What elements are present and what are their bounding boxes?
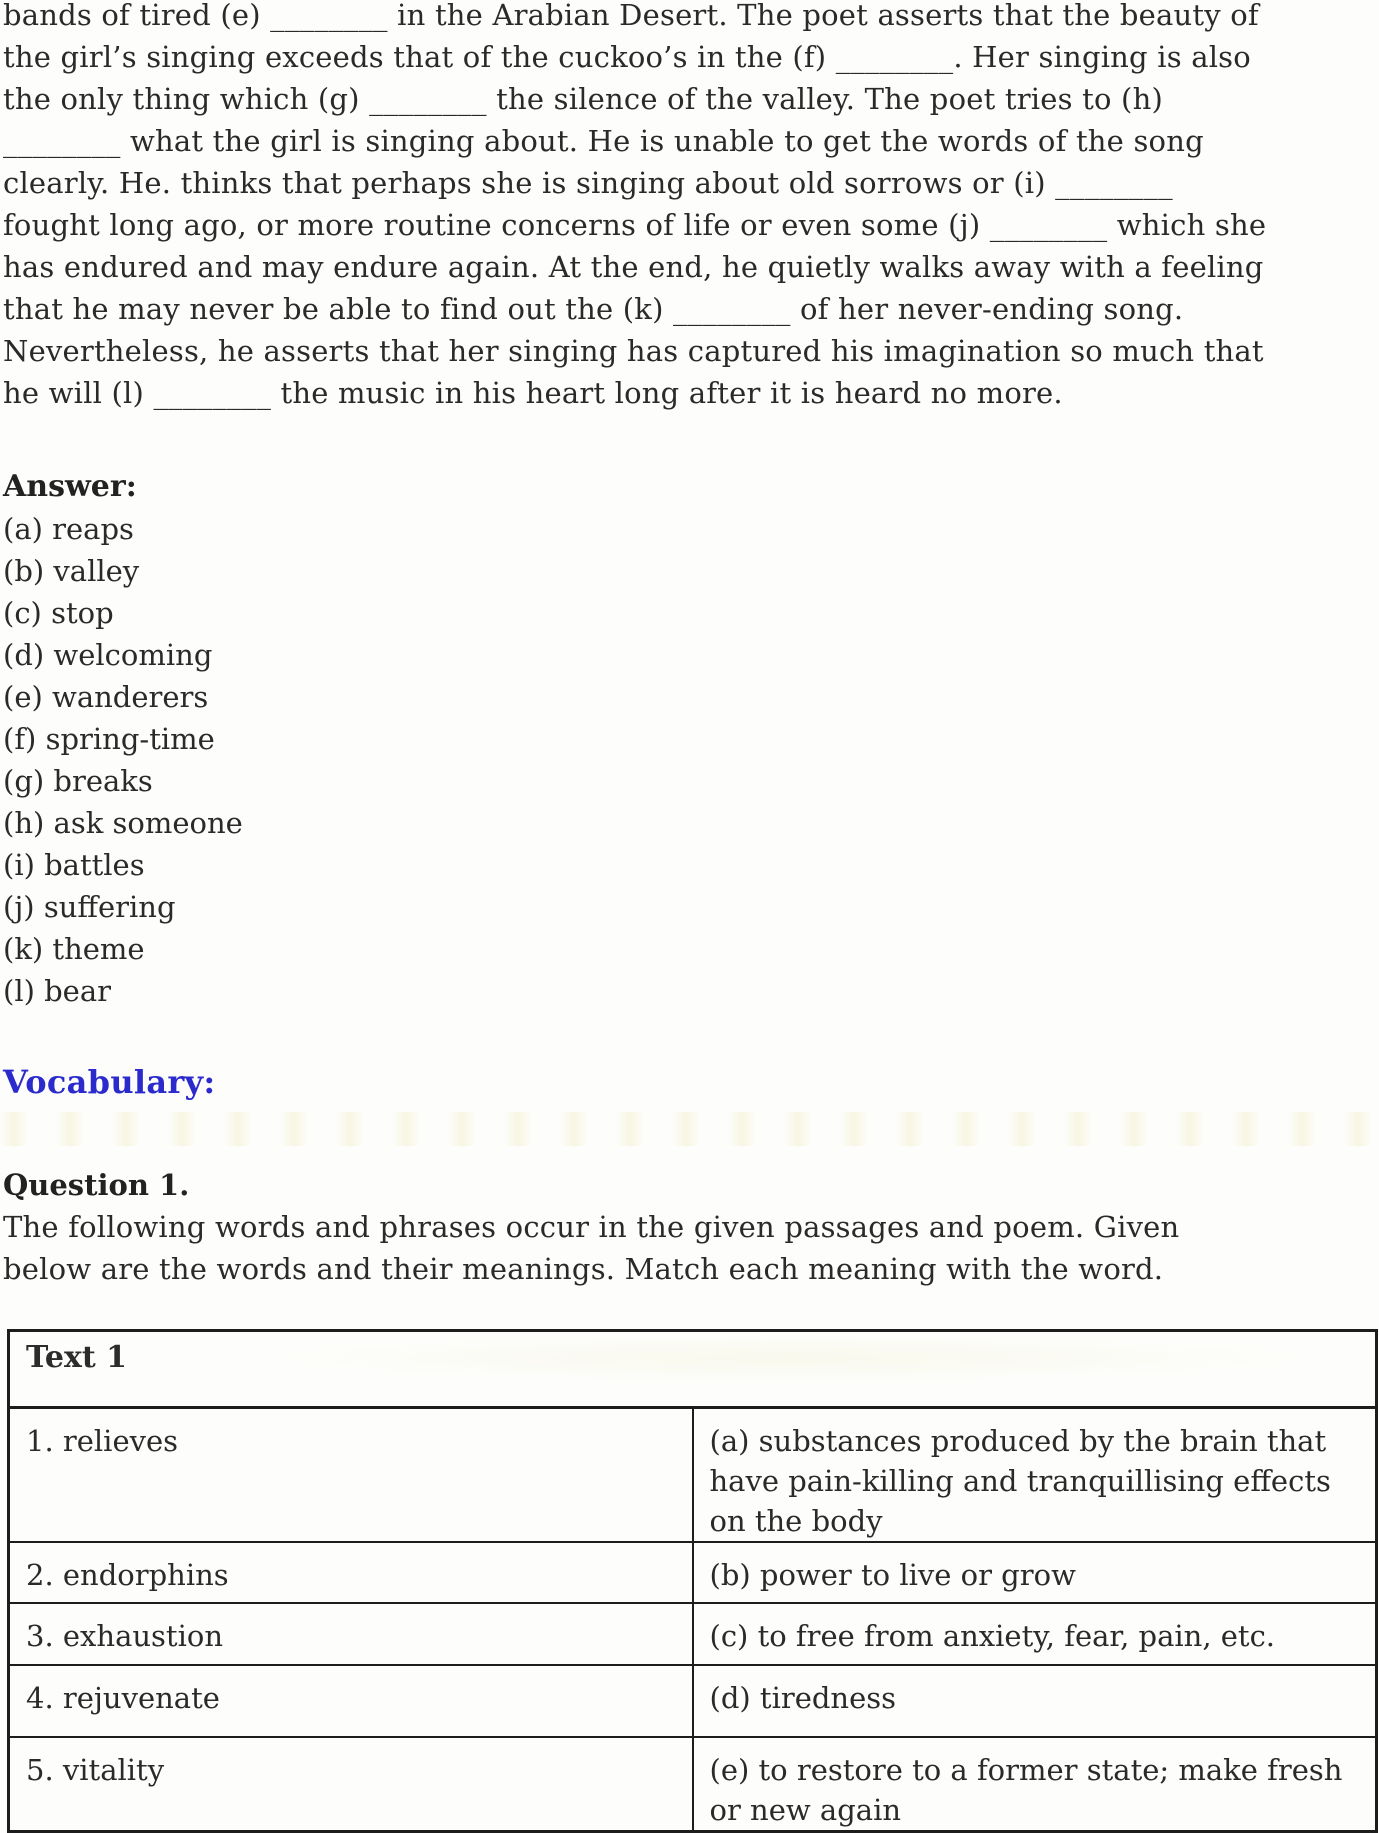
meaning-cell xyxy=(693,1603,1377,1665)
meaning-cell xyxy=(693,1408,1377,1543)
table-row xyxy=(9,1408,1377,1543)
passage-line: Nevertheless, he asserts that her singing has captured his imagination so much that xyxy=(3,334,1264,368)
answer-item: (e) wanderers xyxy=(3,680,209,714)
vocabulary-match-table xyxy=(7,1329,1378,1833)
table-row xyxy=(9,1737,1377,1832)
passage-line: he will (l) ________ the music in his heart long after it is heard no more. xyxy=(3,376,1063,410)
passage-line: the only thing which (g) ________ the silence of the valley. The poet tries to (h) xyxy=(3,82,1163,116)
word-cell: 4. rejuvenate xyxy=(9,1665,693,1737)
meaning-cell xyxy=(693,1665,1377,1737)
answer-item: (d) welcoming xyxy=(3,638,213,672)
passage-line: that he may never be able to find out the (k) ________ of her never-ending song. xyxy=(3,292,1184,326)
passage-line: fought long ago, or more routine concerns of life or even some (j) ________ which she xyxy=(3,208,1267,242)
passage-line: bands of tired (e) ________ in the Arabian Desert. The poet asserts that the beauty of xyxy=(3,0,1259,32)
meaning-text: (b) power to live or grow xyxy=(709,1558,1076,1592)
word-cell: 2. endorphins xyxy=(9,1542,693,1603)
question-title: Question 1. xyxy=(3,1168,190,1202)
answer-item: (k) theme xyxy=(3,932,145,966)
word-cell: 3. exhaustion xyxy=(9,1603,693,1665)
word-cell: 5. vitality xyxy=(9,1737,693,1832)
table-row xyxy=(9,1665,1377,1737)
table-row xyxy=(9,1603,1377,1665)
passage-line: has endured and may endure again. At the end, he quietly walks away with a feeling xyxy=(3,250,1264,284)
passage-paragraph xyxy=(3,0,1379,414)
meaning-text: (a) substances produced by the brain that have pain-killing and tranquillising effects on the body xyxy=(709,1424,1331,1538)
passage-line: ________ what the girl is singing about. He is unable to get the words of the song xyxy=(3,124,1204,158)
answer-section xyxy=(3,466,1379,1012)
meaning-cell xyxy=(693,1542,1377,1603)
table-header-row xyxy=(9,1331,1377,1408)
passage-line: the girl’s singing exceeds that of the cuckoo’s in the (f) ________. Her singing is also xyxy=(3,40,1251,74)
meaning-text: (c) to free from anxiety, fear, pain, etc. xyxy=(709,1619,1276,1653)
answer-heading: Answer: xyxy=(3,469,137,504)
word-cell: 1. relieves xyxy=(9,1408,693,1543)
answer-item: (h) ask someone xyxy=(3,806,243,840)
meaning-text: (d) tiredness xyxy=(709,1681,897,1715)
answer-item: (j) suffering xyxy=(3,890,176,924)
table-row xyxy=(9,1542,1377,1603)
answer-item: (b) valley xyxy=(3,554,140,588)
vocabulary-heading: Vocabulary: xyxy=(3,1063,216,1101)
meaning-cell xyxy=(693,1737,1377,1832)
table-header: Text 1 xyxy=(9,1331,1377,1408)
passage-line: clearly. He. thinks that perhaps she is singing about old sorrows or (i) ________ xyxy=(3,166,1173,200)
question-text-line: below are the words and their meanings. Match each meaning with the word. xyxy=(3,1252,1164,1286)
answer-item: (g) breaks xyxy=(3,764,153,798)
meaning-text: (e) to restore to a former state; make fresh or new again xyxy=(709,1753,1343,1827)
answer-item: (f) spring-time xyxy=(3,722,215,756)
question-text-line: The following words and phrases occur in the given passages and poem. Given xyxy=(3,1210,1180,1244)
answer-item: (c) stop xyxy=(3,596,114,630)
question-section xyxy=(3,1164,1379,1290)
answer-item: (l) bear xyxy=(3,974,111,1008)
answer-item: (a) reaps xyxy=(3,512,134,546)
answer-item: (i) battles xyxy=(3,848,145,882)
